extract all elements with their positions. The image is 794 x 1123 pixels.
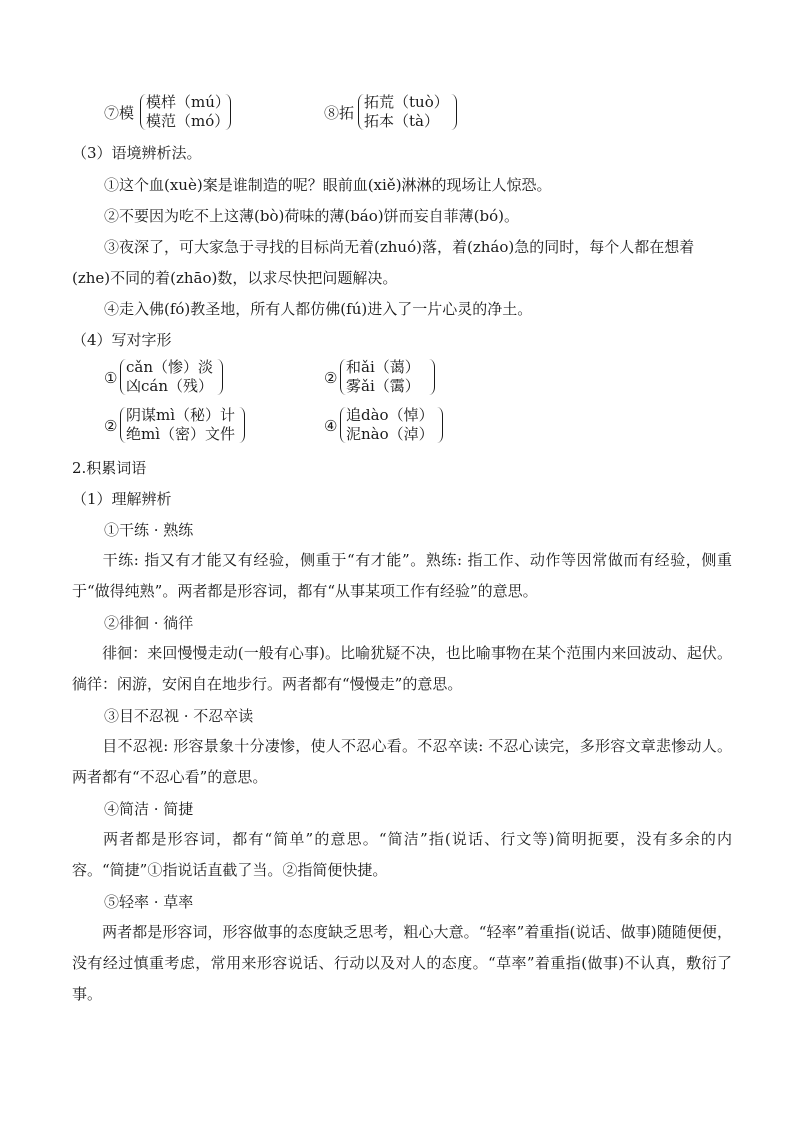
group-line-1: 追dào（悼） — [346, 406, 434, 424]
right-brace — [224, 94, 231, 130]
entry-1-title: ①干练 · 熟练 — [104, 521, 194, 539]
entry-5-body: 两者都是形容词，形容做事的态度缺乏思考，粗心大意。“轻率”着重指(说话、做事)随随便便，没有经过慎重考虑，常用来形容说话、行动以及对人的态度。“草率”着重指(做事)不认真，敷衍了事。 — [72, 923, 732, 1003]
section-3-heading: （3）语境辨析法。 — [72, 144, 202, 162]
entry-5-title: ⑤轻率 · 草率 — [104, 893, 194, 911]
spelling-group-3 — [104, 406, 254, 446]
group-label: ④ — [324, 417, 338, 435]
section-2-subheading: （1）理解辨析 — [72, 490, 172, 508]
group-label: ② — [324, 369, 338, 387]
section-4-heading: （4）写对字形 — [72, 331, 172, 349]
group-line-2: 拓本（tà） — [364, 112, 439, 130]
group-line-1: 和ǎi（蔼） — [346, 358, 420, 376]
entry-1-text — [72, 545, 732, 607]
entry-4-text — [72, 824, 732, 886]
section-3-item-3-cont: (zhe)不同的着(zhāo)数，以求尽快把问题解决。 — [72, 269, 398, 287]
entry-3-title: ③目不忍视 · 不忍卒读 — [104, 707, 254, 725]
brace-group-8 — [324, 93, 474, 133]
section-3-item-3: ③夜深了，可大家急于寻找的目标尚无着(zhuó)落，着(zháo)急的同时，每个人都在想着 — [104, 238, 695, 256]
right-brace — [436, 407, 443, 443]
entry-2-title: ②徘徊 · 徜徉 — [104, 614, 194, 632]
right-brace — [238, 407, 245, 443]
spelling-group-1 — [104, 358, 244, 398]
group-line-2: 雾ǎi（霭） — [346, 377, 420, 395]
entry-1-body: 干练: 指又有才能又有经验，侧重于“有才能”。熟练: 指工作、动作等因常做而有经验，侧重于“做得纯熟”。两者都是形容词，都有“从事某项工作有经验”的意思。 — [72, 551, 732, 600]
group-label: ② — [104, 417, 118, 435]
section-2-heading: 2.积累词语 — [72, 459, 147, 477]
group-line-2: 泥nào（淖） — [346, 425, 434, 443]
group-label: ⑦模 — [104, 104, 135, 122]
entry-3-text — [72, 731, 732, 793]
group-line-2: 绝mì（密）文件 — [126, 425, 236, 443]
group-line-1: 拓荒（tuò） — [364, 93, 449, 111]
group-line-2: 凶cán（残） — [126, 377, 214, 395]
section-3-item-1: ①这个血(xuè)案是谁制造的呢？眼前血(xiě)淋淋的现场让人惊恐。 — [104, 176, 552, 194]
right-brace — [216, 359, 223, 395]
entry-4-body: 两者都是形容词，都有“简单”的意思。“简洁”指(说话、行文等)简明扼要，没有多余的内容。“简捷”①指说话直截了当。②指简便快捷。 — [72, 830, 732, 879]
group-line-1: 模样（mú） — [146, 93, 230, 111]
entry-2-body: 徘徊：来回慢慢走动(一般有心事)。比喻犹疑不决，也比喻事物在某个范围内来回波动、起伏。徜徉：闲游，安闲自在地步行。两者都有“慢慢走”的意思。 — [72, 644, 732, 693]
spelling-group-4 — [324, 406, 464, 446]
spelling-group-2 — [324, 358, 464, 398]
entry-5-text — [72, 917, 732, 1010]
section-3-item-2: ②不要因为吃不上这薄(bò)荷味的薄(báo)饼而妄自菲薄(bó)。 — [104, 207, 519, 225]
group-line-1: 阴谋mì（秘）计 — [126, 406, 236, 424]
right-brace — [450, 94, 457, 130]
group-line-1: cǎn（惨）淡 — [126, 358, 214, 376]
group-label: ⑧拓 — [324, 104, 355, 122]
right-brace — [428, 359, 435, 395]
entry-2-text — [72, 638, 732, 700]
entry-4-title: ④简洁 · 简捷 — [104, 800, 194, 818]
brace-group-7 — [104, 93, 244, 133]
group-line-2: 模范（mó） — [146, 112, 230, 130]
entry-3-body: 目不忍视: 形容景象十分凄惨，使人不忍心看。不忍卒读: 不忍心读完，多形容文章悲惨动人。两者都有“不忍心看”的意思。 — [72, 737, 732, 786]
group-label: ① — [104, 369, 118, 387]
section-3-item-4: ④走入佛(fó)教圣地，所有人都仿佛(fú)进入了一片心灵的净土。 — [104, 300, 533, 318]
